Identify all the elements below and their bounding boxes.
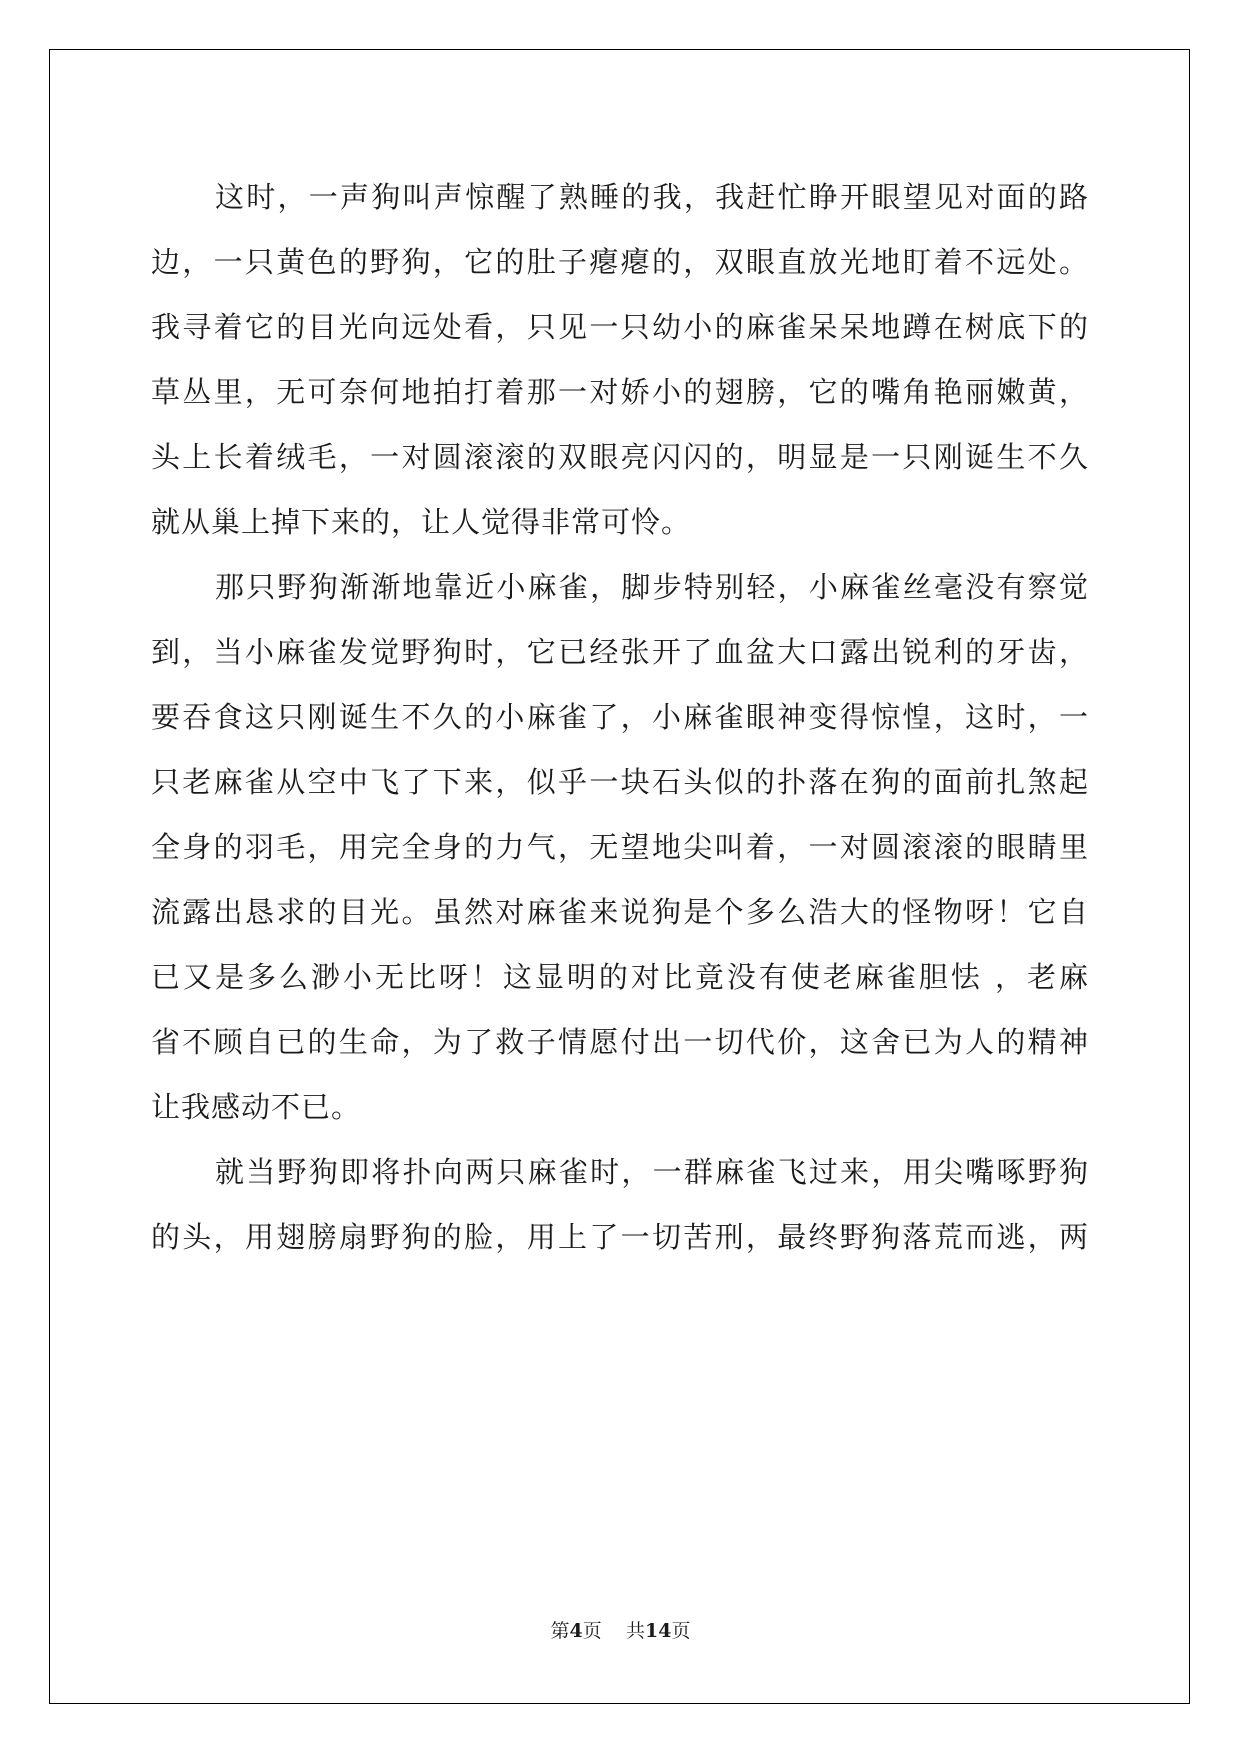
text-line: 的头，用翅膀扇野狗的脸，用上了一切苦刑，最终野狗落荒而逃，两 <box>151 1220 1089 1254</box>
text-line: 就当野狗即将扑向两只麻雀时，一群麻雀飞过来，用尖嘴啄野狗 <box>215 1155 1089 1189</box>
text-line: 要吞食这只刚诞生不久的小麻雀了，小麻雀眼神变得惊惶，这时，一 <box>151 700 1089 734</box>
footer-page-suffix: 页 <box>582 1620 602 1642</box>
text-line: 已又是多么渺小无比呀！这显明的对比竟没有使老麻雀胆怯 ，老麻 <box>151 960 1089 994</box>
text-line: 就从巢上掉下来的，让人觉得非常可怜。 <box>151 505 692 539</box>
footer-total-prefix: 共 <box>625 1620 645 1642</box>
footer-total-suffix: 页 <box>671 1620 691 1642</box>
text-line: 我寻着它的目光向远处看，只见一只幼小的麻雀呆呆地蹲在树底下的 <box>151 310 1089 344</box>
total-pages-number: 14 <box>644 1620 672 1642</box>
text-line: 草丛里，无可奈何地拍打着那一对娇小的翅膀，它的嘴角艳丽嫩黄， <box>151 375 1089 409</box>
text-line: 到，当小麻雀发觉野狗时，它已经张开了血盆大口露出锐利的牙齿， <box>151 635 1089 669</box>
page-footer <box>0 1616 1241 1643</box>
current-page-number: 4 <box>569 1620 583 1642</box>
text-line: 只老麻雀从空中飞了下来，似乎一块石头似的扑落在狗的面前扎煞起 <box>151 765 1089 799</box>
footer-prefix: 第 <box>550 1620 570 1642</box>
text-line: 全身的羽毛，用完全身的力气，无望地尖叫着，一对圆滚滚的眼睛里 <box>151 830 1089 864</box>
text-line: 那只野狗渐渐地靠近小麻雀，脚步特别轻，小麻雀丝毫没有察觉 <box>215 570 1089 604</box>
text-line: 边，一只黄色的野狗，它的肚子瘪瘪的，双眼直放光地盯着不远处。 <box>151 245 1089 279</box>
text-line: 流露出恳求的目光。虽然对麻雀来说狗是个多么浩大的怪物呀！它自 <box>151 895 1089 929</box>
text-line: 这时，一声狗叫声惊醒了熟睡的我，我赶忙睁开眼望见对面的路 <box>215 180 1089 214</box>
document-body <box>151 165 1089 1270</box>
text-line: 省不顾自已的生命，为了救子情愿付出一切代价，这舍已为人的精神 <box>151 1025 1089 1059</box>
text-line: 让我感动不已。 <box>151 1090 362 1124</box>
text-line: 头上长着绒毛，一对圆滚滚的双眼亮闪闪的，明显是一只刚诞生不久 <box>151 440 1089 474</box>
